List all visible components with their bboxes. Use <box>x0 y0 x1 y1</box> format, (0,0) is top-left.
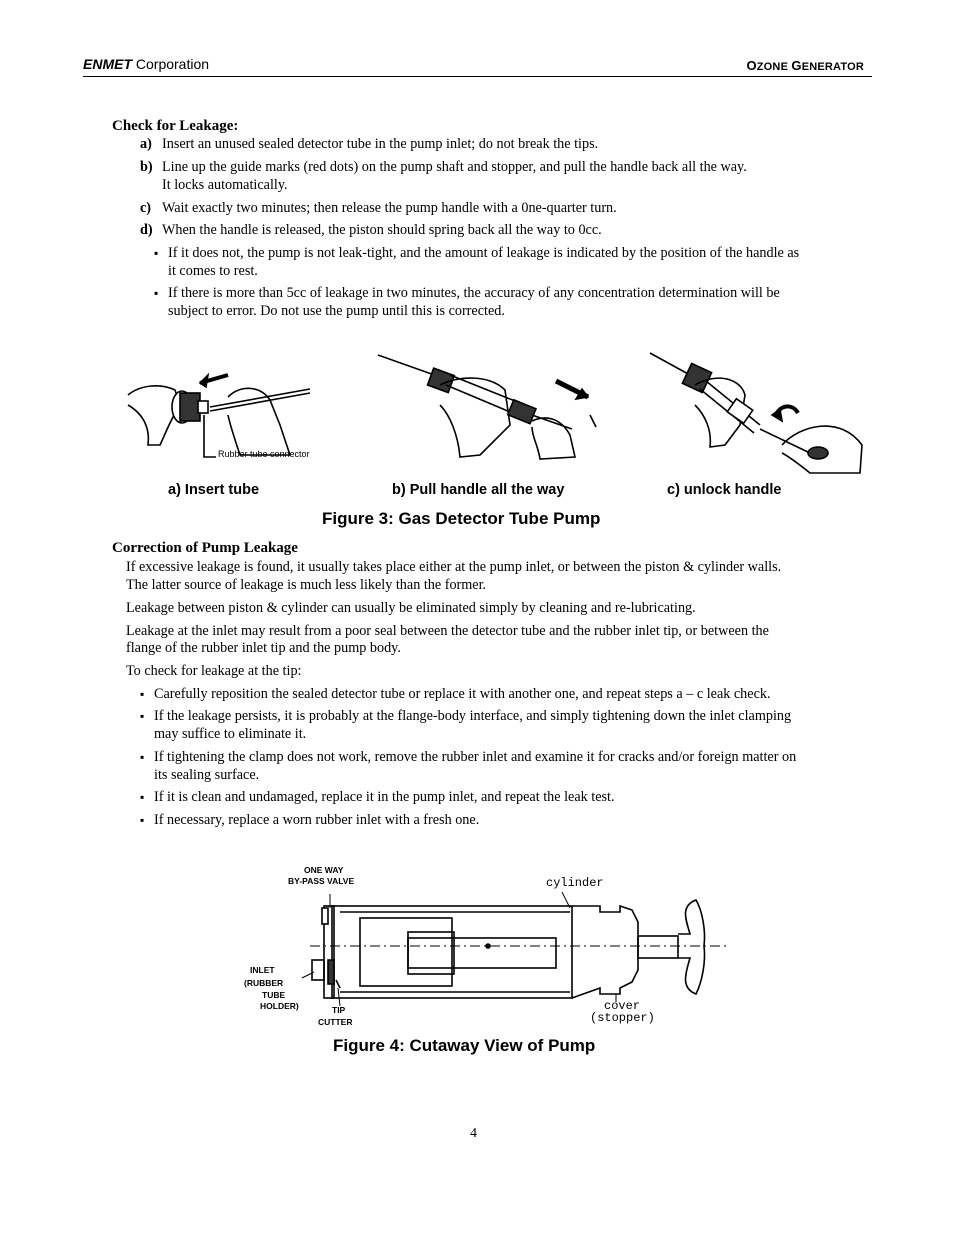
step-a: a) Insert an unused sealed detector tube in the pump inlet; do not break the tips. <box>140 136 599 152</box>
tip-bullet-2: ▪ If the leakage persists, it is probably at the flange-body interface, and simply tightening down the inlet clamping <box>154 708 791 726</box>
tip-bullet-3: ▪ If tightening the clamp does not work, remove the rubber inlet and examine it for cracks and/or foreign matter on <box>154 749 796 767</box>
cylinder-label: cylinder <box>546 876 604 890</box>
leak-bullet-1: ▪ If it does not, the pump is not leak-tight, and the amount of leakage is indicated by the position of the handle as <box>168 245 799 263</box>
valve-label-1: ONE WAY <box>304 865 344 875</box>
leak-bullet-2: ▪ If there is more than 5cc of leakage in two minutes, the accuracy of any concentration determination will be <box>168 285 780 303</box>
leak-bullet-1-cont: it comes to rest. <box>168 263 258 279</box>
figure-3-sublabel-a: a) Insert tube <box>168 482 260 498</box>
unlock-handle-drawing <box>650 353 862 473</box>
page-number: 4 <box>470 1126 477 1141</box>
figure-3-caption: Figure 3: Gas Detector Tube Pump <box>322 509 601 528</box>
correction-p4: To check for leakage at the tip: <box>126 663 302 679</box>
page-header <box>83 56 872 77</box>
rubber-tube-connector-label: Rubber tube connector <box>218 449 310 459</box>
step-b-cont: It locks automatically. <box>162 177 288 193</box>
document-title: OZONE GENERATOR <box>746 58 864 73</box>
tip-bullet-4: ▪ If it is clean and undamaged, replace it in the pump inlet, and repeat the leak test. <box>154 789 615 807</box>
figure-4-caption: Figure 4: Cutaway View of Pump <box>333 1036 596 1055</box>
step-c: c) Wait exactly two minutes; then release the pump handle with a 0ne-quarter turn. <box>140 200 617 216</box>
figure-3-illustration <box>120 345 880 475</box>
correction-p1: If excessive leakage is found, it usually takes place either at the pump inlet, or between the piston & cylinder walls. <box>126 559 782 575</box>
inlet-label-4: HOLDER) <box>260 1001 299 1011</box>
correction-p3-cont: flange of the rubber inlet tip and the pump body. <box>126 640 401 656</box>
inlet-label-1: INLET <box>250 965 275 975</box>
step-d: d) When the handle is released, the piston should spring back all the way to 0cc. <box>140 222 602 238</box>
tip-bullet-3-cont: its sealing surface. <box>154 767 260 783</box>
inlet-label-2: (RUBBER <box>244 978 284 988</box>
figure-3-sublabel-c: c) unlock handle <box>667 482 782 498</box>
step-b: b) Line up the guide marks (red dots) on the pump shaft and stopper, and pull the handle back all the way. <box>140 159 747 175</box>
correction-p1-cont: The latter source of leakage is much less likely than the former. <box>126 577 487 593</box>
tip-cutter-label-2: CUTTER <box>318 1017 353 1027</box>
figure-3-sublabel-b: b) Pull handle all the way <box>392 482 565 498</box>
tip-cutter-label-1: TIP <box>332 1005 346 1015</box>
insert-tube-drawing <box>128 375 310 457</box>
tip-bullet-5: ▪ If necessary, replace a worn rubber inlet with a fresh one. <box>154 812 479 830</box>
company-name: ENMET Corporation <box>83 56 210 72</box>
cover-label-1: cover <box>604 999 641 1013</box>
correction-p2: Leakage between piston & cylinder can usually be eliminated simply by cleaning and re-lubricating. <box>126 600 696 616</box>
leak-bullet-2-cont: subject to error. Do not use the pump until this is corrected. <box>168 303 505 319</box>
tip-bullet-2-cont: may suffice to eliminate it. <box>154 726 307 742</box>
valve-label-2: BY-PASS VALVE <box>288 876 355 886</box>
cover-label-2: (stopper) <box>590 1011 655 1025</box>
inlet-label-3: TUBE <box>262 990 286 1000</box>
figure-4-illustration <box>240 860 740 1030</box>
leak-check-heading: Check for Leakage: <box>112 118 239 134</box>
pull-handle-drawing <box>378 355 596 459</box>
correction-p3: Leakage at the inlet may result from a poor seal between the detector tube and the rubber inlet tip, or between the <box>126 623 769 639</box>
tip-bullet-1: ▪ Carefully reposition the sealed detector tube or replace it with another one, and repeat steps a – c leak check. <box>154 686 771 704</box>
correction-heading: Correction of Pump Leakage <box>112 540 298 556</box>
